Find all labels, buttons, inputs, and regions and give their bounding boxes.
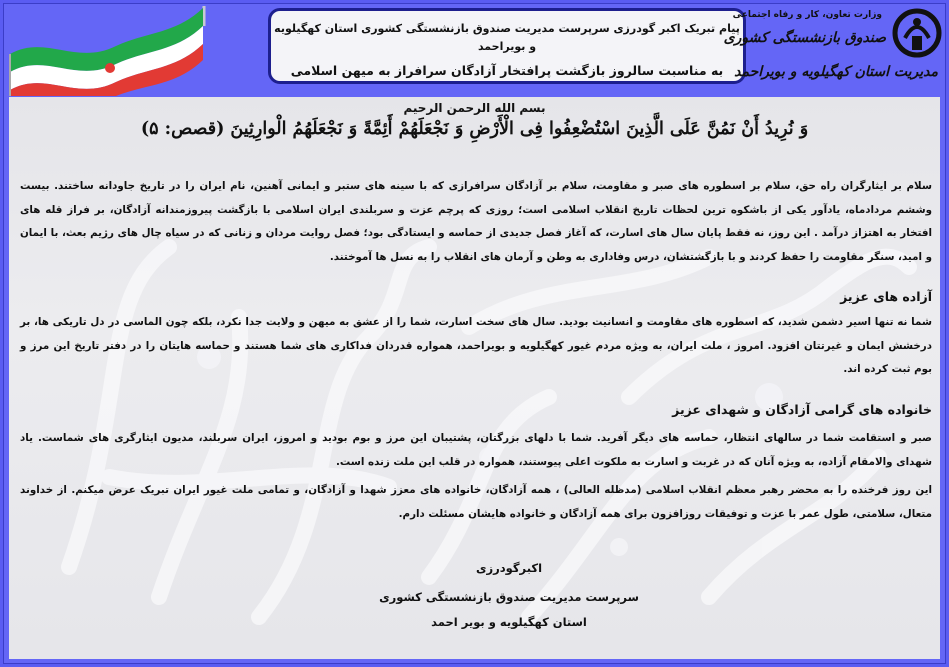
heading-dear-freed-captives: آزاده های عزیز <box>840 289 932 304</box>
pension-fund-logo-icon <box>892 8 942 58</box>
iran-flag-icon <box>6 4 211 96</box>
logo-ministry-text: وزارت تعاون، کار و رفاه اجتماعی <box>732 10 882 20</box>
logo-department-text: مدیریت استان کهگیلویه و بویراحمد <box>734 64 938 80</box>
heading-families: خانواده های گرامی آزادگان و شهدای عزیز <box>672 402 932 417</box>
header-line-1: پیام تبریک اکبر گودرزی سرپرست مدیریت صندوق بازنشستگی کشوری استان کهگیلویه و بویراحمد <box>274 22 740 53</box>
header-title-box <box>268 8 746 84</box>
bismillah: بسم الله الرحمن الرحیم <box>403 101 546 115</box>
message-panel <box>9 97 940 659</box>
signature-name: اکبرگودرزی <box>475 561 543 575</box>
logo-fund-text: صندوق بازنشستگی کشوری <box>723 30 886 46</box>
fund-logo <box>723 4 944 92</box>
paragraph-1: سلام بر ایثارگران راه حق، سلام بر اسطوره های صبر و مقاومت، سلام بر آزادگان سرافرازی که با سینه های ستبر و ایمانی آهنین، نام ایران را در تاریخ جاودانه ساختند. بیست وششم مردادماه، یادآور یکی از باشکوه ترین لحظات تاریخ انقلاب اسلامی است؛ روزی که پرچم عزت و سربلندی ایران اسلامی با بازگشت پیروزمندانه آزادگان، بر فراز قله های افتخار به اهتزاز درآمد . این روز، نه فقط پایان سال های اسارت، که آغاز فصل جدیدی از حماسه و ایستادگی بود؛ فصل روایت مردان و زنانی که در سیاه چال های رژیم بعث، با ایمان و امید، سنگر مقاومت را حفظ کردند و با بازگشتشان، درس وفاداری به وطن و آرمان های انقلاب را به نسل ها آموختند. <box>20 180 932 263</box>
paragraph-2: شما نه تنها اسیر دشمن شدید، که اسطوره های مقاومت و انسانیت بودید. سال های سخت اسارت، شما را از عشق به میهن و ولایت جدا نکرد، بلکه چون الماسی در دل تاریکی ها، بر درخشش ایمان و غیرتتان افزود. امروز ، ملت ایران، به ویژه مردم غیور کهگیلویه و بویراحمد، همواره قدردان فداکاری های شما هستند و حماسه هایتان را در دفتر تاریخ این مرز و بوم ثبت کرده اند. <box>20 316 932 375</box>
message-content <box>9 97 940 659</box>
header-line-2: به مناسبت سالروز بازگشت پرافتخار آزادگان سرافراز به میهن اسلامی <box>290 63 724 78</box>
signature-province: استان کهگیلویه و بویر احمد <box>431 615 587 629</box>
paragraph-3: صبر و استقامت شما در سالهای انتظار، حماسه های دیگر آفرید. شما با دلهای بزرگتان، پشتیبان این مرز و بوم بودید و امروز، ایران سربلند، مدیون ایثارگری های شماست. یاد شهدای والامقام آزاده، به ویژه آنان که در غربت و اسارت به ملکوت اعلی پیوستند، همواره در قلب این ملت زنده است. <box>20 432 932 468</box>
signature-title: سرپرست مدیریت صندوق بازنشستگی کشوری <box>379 590 639 604</box>
quran-verse: وَ نُرِیدُ أَنْ نَمُنَّ عَلَی الَّذِینَ اسْتُضْعِفُوا فِی الْأَرْضِ وَ نَجْعَلَهُمْ أَئِمَّةً وَ نَجْعَلَهُمُ الْوارِثِینَ (قصص: ۵) <box>140 119 809 139</box>
paragraph-4: این روز فرخنده را به محضر رهبر معظم انقلاب اسلامی (مدظله العالی) ، همه آزادگان، خانواده های معزز شهدا و آزادگان، و تمامی ملت غیور ایران تبریک عرض میکنم. از خداوند متعال، سلامتی، طول عمر با عزت و توفیقات روزافزون برای همه آزادگان و خانواده هایشان مسئلت دارم. <box>20 484 932 520</box>
